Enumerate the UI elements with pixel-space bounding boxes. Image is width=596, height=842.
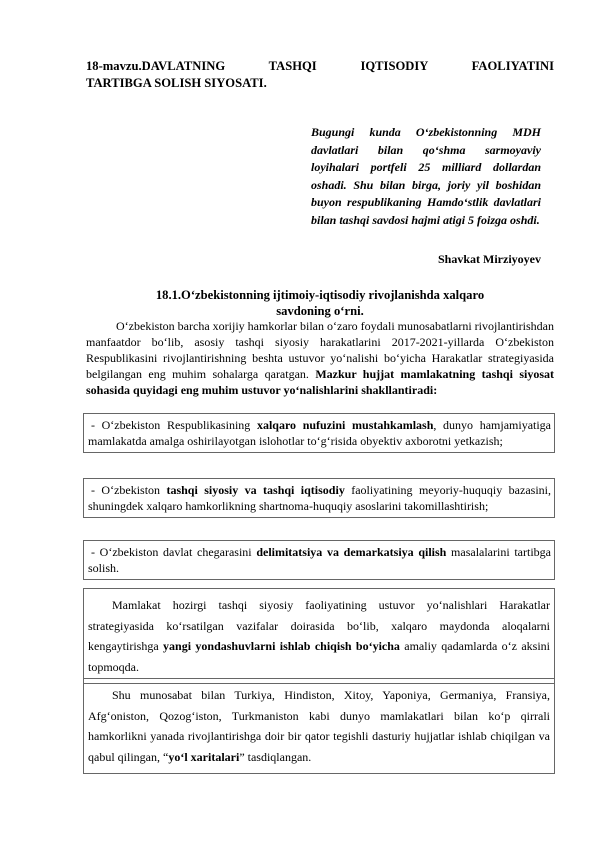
box4-bold: yangi yondashuvlarni ishlab chiqish bo‘yicha: [163, 639, 400, 653]
box5-post: ” tasdiqlangan.: [239, 749, 312, 764]
box3-post: masalalarini tartibga solish.: [88, 545, 552, 575]
priority-box-3: [83, 540, 555, 580]
section-heading-line-2: savdoning o‘rni.: [276, 304, 364, 318]
intro-text: O‘zbekiston barcha xorijiy hamkorlar bilan o‘zaro foydali munosabatlarni rivojlantirishdan manfaatdor bo‘lib, asosiy tashqi siyosiy harakatlarini 2017-2021-yillarda O‘zbekiston Respublikasini rivojlantirishning beshta ustuvor yo‘nalishi bo‘yicha Harakatlar strategiyasida belgilangan eng muhim sohalarga qaratgan.: [86, 319, 554, 381]
box2-bold: tashqi siyosiy va tashqi iqtisodiy: [166, 483, 345, 497]
intro-bold-text: Mazkur hujjat mamlakatning tashqi siyosat sohasida quyidagi eng muhim ustuvor yo‘nalishlarini shakllantiradi:: [86, 367, 554, 397]
box3-bold: delimitatsiya va demarkatsiya qilish: [256, 545, 447, 559]
box1-bold: xalqaro nufuzini mustahkamlash: [256, 418, 434, 432]
box1-post: , dunyo hamjamiyatiga mamlakatda amalga oshirilayotgan islohotlar to‘g‘risida obyektiv axborotni yetkazish;: [88, 418, 552, 448]
box4-post: amaliy qadamlarda o‘z aksini topmoqda.: [88, 639, 550, 674]
epigraph-author: Shavkat Mirziyoyev: [438, 252, 541, 266]
box5-pre: Shu munosabat bilan Turkiya, Hindiston, Xitoy, Yaponiya, Germaniya, Fransiya, Afg‘oniston, Qozog‘iston, Turkmaniston kabi dunyo mamlakatlari bilan ko‘p qirrali hamkorlikni yanada rivojlantirishga doir bir qator tegishli dasturiy hujjatlar ishlab chiqilgan va qabul qilingan, “: [88, 688, 550, 764]
epigraph-quote: Bugungi kunda O‘zbekistonning MDH davlatlari bilan qo‘shma sarmoyaviy loyihalari portfeli 25 milliard dollardan oshadi. Shu bilan birga, joriy yil boshidan buyon respublikaning Hamdo‘stlik davlatlari bilan tashqi savdosi hajmi atigi 5 foizga oshdi.: [311, 125, 541, 227]
title-line-1: 18-mavzu.DAVLATNING TASHQI IQTISODIY FAOLIYATINI: [86, 59, 554, 73]
strategy-box: [83, 588, 555, 684]
section-heading-line-1: 18.1.O‘zbekistonning ijtimoiy-iqtisodiy rivojlanishda xalqaro: [155, 288, 485, 302]
box2-post: faoliyatining meyoriy-huquqiy bazasini, shuningdek xalqaro hamkorlikning shartnoma-huquqiy asoslarini takomillashtirish;: [88, 483, 551, 513]
box2-pre: - O‘zbekiston: [91, 483, 167, 497]
title-line-2: TARTIBGA SOLISH SIYOSATI.: [86, 76, 267, 90]
box3-pre: - O‘zbekiston davlat chegarasini: [91, 545, 257, 559]
intro-paragraph: [86, 318, 554, 398]
document-title: [86, 58, 554, 92]
box1-pre: - O‘zbekiston Respublikasining: [91, 418, 257, 432]
priority-box-1: [83, 413, 555, 453]
section-heading: [86, 287, 554, 319]
box4-pre: Mamlakat hozirgi tashqi siyosiy faoliyatining ustuvor yo‘nalishlari Harakatlar strategiyasida ko‘rsatilgan vazifalar doirasida bo‘lib, xalqaro maydonda aloqalarni kengaytirishga: [88, 598, 550, 653]
priority-box-2: [83, 478, 555, 518]
cooperation-box: [83, 678, 555, 774]
box5-bold: yo‘l xaritalari: [168, 749, 240, 764]
